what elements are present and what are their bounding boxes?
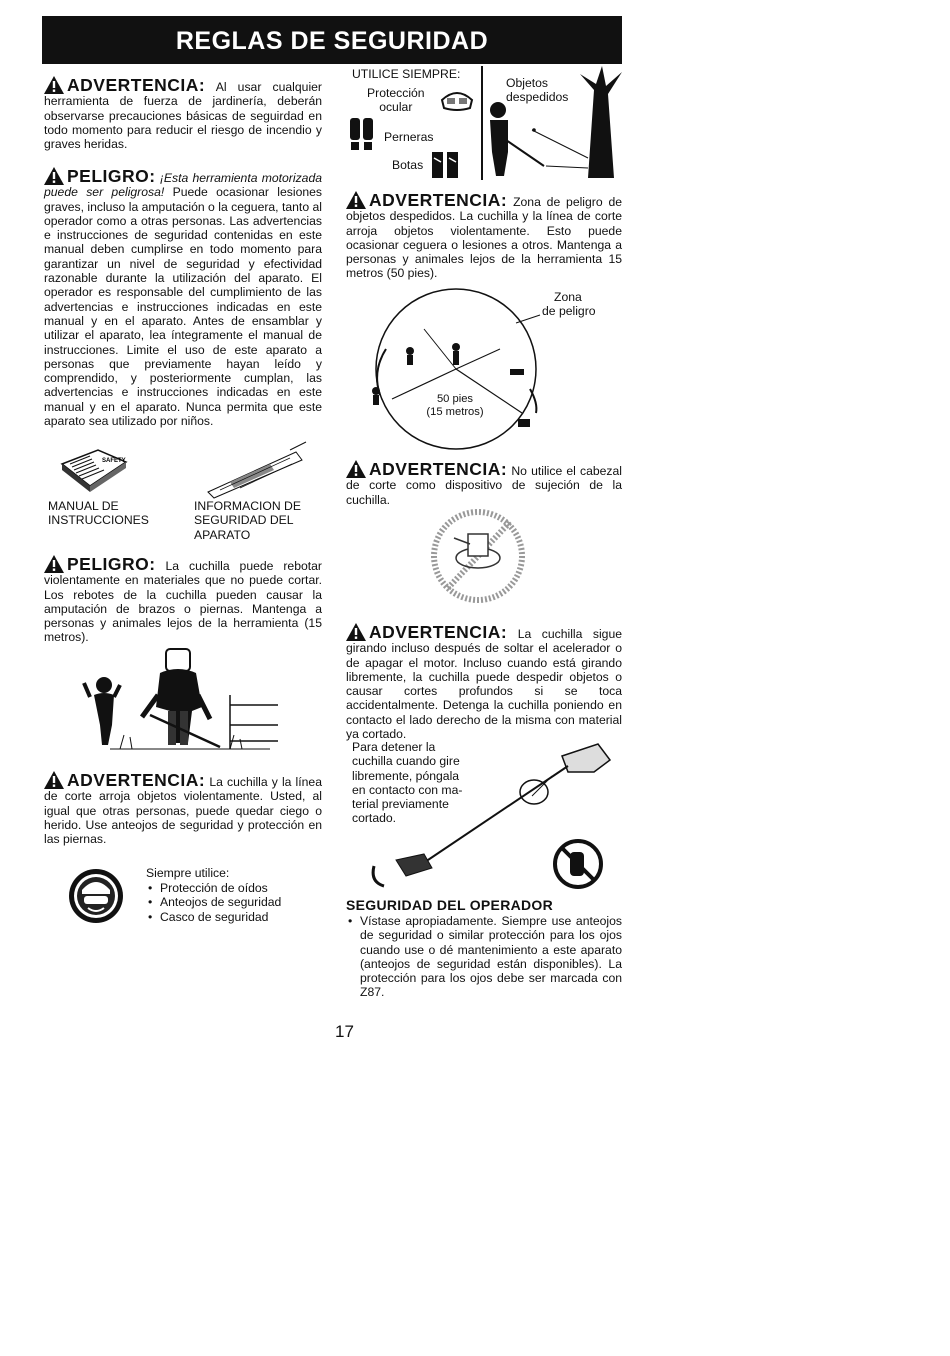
operator-illustration xyxy=(80,645,280,755)
warning-blade-coasting xyxy=(346,623,622,741)
page-title: REGLAS DE SEGURIDAD xyxy=(42,16,622,64)
warning-keyword: ADVERTENCIA: xyxy=(67,770,206,790)
always-use-label: Siempre utilice: xyxy=(146,866,230,880)
safety-info-caption xyxy=(194,499,301,542)
warning-keyword: ADVERTENCIA: xyxy=(369,459,508,479)
danger-italic: ¡Esta herramienta motorizada puede ser peligrosa! xyxy=(44,171,322,200)
warning-body: Al usar cualquier herramienta de fuerza de jardinería, deberán observarse precauciones básicas de seguirdad en todo momento para reducir el riesgo de incendio y graves heridas. xyxy=(44,80,322,152)
manual-caption xyxy=(48,499,149,528)
leg-guards-icon xyxy=(349,118,375,152)
divider xyxy=(481,66,483,180)
warning-triangle-icon xyxy=(346,191,366,209)
warning-danger-zone xyxy=(346,191,622,281)
eye-protection-label-line: Protección xyxy=(367,86,425,100)
warning-body: No utilice el cabezal de corte como dispositivo de sujeción de la cuchilla. xyxy=(346,464,623,507)
danger-keyword: PELIGRO: xyxy=(67,166,156,186)
always-use-heading: UTILICE SIEMPRE: xyxy=(352,67,461,81)
danger-blade-kickback xyxy=(44,555,322,645)
eye-protection-label xyxy=(367,86,425,115)
instruction-line: en contacto con ma- xyxy=(352,782,463,797)
danger-body: Puede ocasionar lesiones graves, incluso la amputación o la ceguera, tanto al operador como a otras personas. Las advertencias e instrucciones de seguridad contenidas en este manual deben cumplirse en todo momento para garantizar un nivel de seguridad y efectividad razonable durante la utilización del aparato. El operador es responsable del cumplimiento de las advertencias e instrucciones indicadas en este manual y en el aparato. Antes de ensamblar y utilizar el aparato, lea íntegramente el manual de instrucciones. Limite el uso de este aparato a personas que previamente hayan leído y comprendido, y posteriormente cumplan, las advertencias e instrucciones indicadas en este manual y en el aparato. Nunca permita que este aparato sea utilizado por niños. xyxy=(44,185,322,429)
warning-triangle-icon xyxy=(44,771,64,789)
boots-label: Botas xyxy=(392,158,424,172)
warning-triangle-icon xyxy=(44,76,64,94)
prohibited-trimmer-head-icon xyxy=(424,508,532,604)
warning-keyword: ADVERTENCIA: xyxy=(369,622,508,642)
eye-protection-label-line: ocular xyxy=(379,100,413,115)
no-hands-icon xyxy=(552,838,604,890)
distance-label xyxy=(420,393,490,419)
manual-book-label: SAFETY xyxy=(102,458,126,464)
danger-zone-diagram xyxy=(364,285,554,445)
leg-guards-label: Perneras xyxy=(384,130,434,144)
warning-triangle-icon xyxy=(346,623,366,641)
list-item: • Vístase apropiadamente. Siempre use anteojos de seguridad o similar protección para los ojos cuando use o dé mantenimiento a este aparato (anteojos de seguridad están disponibles). La protección para los ojos debe ser marcada con Z87. xyxy=(346,914,622,1000)
safety-goggles-icon xyxy=(440,86,474,114)
boots-icon xyxy=(431,152,461,178)
hearing-eye-head-protection-icon xyxy=(68,866,124,926)
warning-trimmer-head xyxy=(346,460,622,507)
warning-body: La cuchilla sigue girando incluso después de soltar el acelerador o de apagar el motor. Incluso cuando está girando libremente, la cuchilla puede despedir objetos o causar cortes profundos si se toca accidentalmente. Detenga la cuchilla poniendo en contacto el lado derecho de la misma con material ya cortado. xyxy=(346,627,623,742)
danger-zone-label-line: Zona xyxy=(554,290,582,304)
warning-thrown-objects xyxy=(44,771,322,846)
instruction-line: libremente, póngala xyxy=(352,768,460,783)
list-item: • Protección de oídos xyxy=(146,881,346,895)
always-use-list xyxy=(146,881,346,924)
operator-safety-list xyxy=(346,914,622,1000)
instruction-line: Para detener la xyxy=(352,740,436,754)
danger-keyword: PELIGRO: xyxy=(67,554,156,574)
danger-zone-label-line: de peligro xyxy=(542,304,596,319)
danger-general xyxy=(44,167,322,428)
distance-meters: (15 metros) xyxy=(426,406,484,418)
safety-info-caption-line: SEGURIDAD DEL xyxy=(194,513,294,528)
warning-triangle-icon xyxy=(44,167,64,185)
instruction-line: terial previamente xyxy=(352,797,449,812)
warning-keyword: ADVERTENCIA: xyxy=(67,75,206,95)
manual-caption-line: MANUAL DE xyxy=(48,499,119,513)
list-item: • Anteojos de seguridad xyxy=(146,895,346,909)
safety-info-caption-line: APARATO xyxy=(194,527,251,542)
instruction-line: cortado. xyxy=(352,811,397,826)
manual-book-icon xyxy=(60,446,130,496)
thrown-objects-illustration xyxy=(484,66,624,178)
manual-caption-line: INSTRUCCIONES xyxy=(48,513,149,528)
danger-zone-label xyxy=(542,290,596,319)
distance-feet: 50 pies xyxy=(436,393,474,405)
page-number: 17 xyxy=(335,1022,354,1041)
thrown-objects-label-line: despedidos xyxy=(506,90,569,105)
warning-triangle-icon xyxy=(346,460,366,478)
warning-body: La cuchilla y la línea de corte arroja objetos violentamente. Usted, al igual que otras personas, puede quedar ciego o herido. Use anteojos de seguridad y protección en las piernas. xyxy=(44,775,322,847)
list-item: • Casco de seguridad xyxy=(146,910,346,924)
warning-triangle-icon xyxy=(44,555,64,573)
warning-keyword: ADVERTENCIA: xyxy=(369,190,508,210)
safety-info-caption-line: INFORMACION DE xyxy=(194,499,301,513)
danger-body: La cuchilla puede rebotar violentamente en materiales que no puede cortar. Los rebotes de la cuchilla pueden causar la amputación de brazos o piernas. Mantenga a personas y animales lejos de la herramienta (15 metros). xyxy=(44,559,322,645)
thrown-objects-label-line: Objetos xyxy=(506,76,549,90)
warning-body: Zona de peligro de objetos despedidos. La cuchilla y la línea de corte arroja objetos violentamente. Esto puede ocasionar ceguera o lesiones a otros. Mantenga a personas y animales lejos de la herramienta 15 metros (50 pies). xyxy=(346,195,622,281)
safety-decal-icon xyxy=(200,440,310,500)
instruction-line: cuchilla cuando gire xyxy=(352,754,460,769)
warning-general xyxy=(44,76,322,151)
operator-safety-heading: SEGURIDAD DEL OPERADOR xyxy=(346,897,554,913)
